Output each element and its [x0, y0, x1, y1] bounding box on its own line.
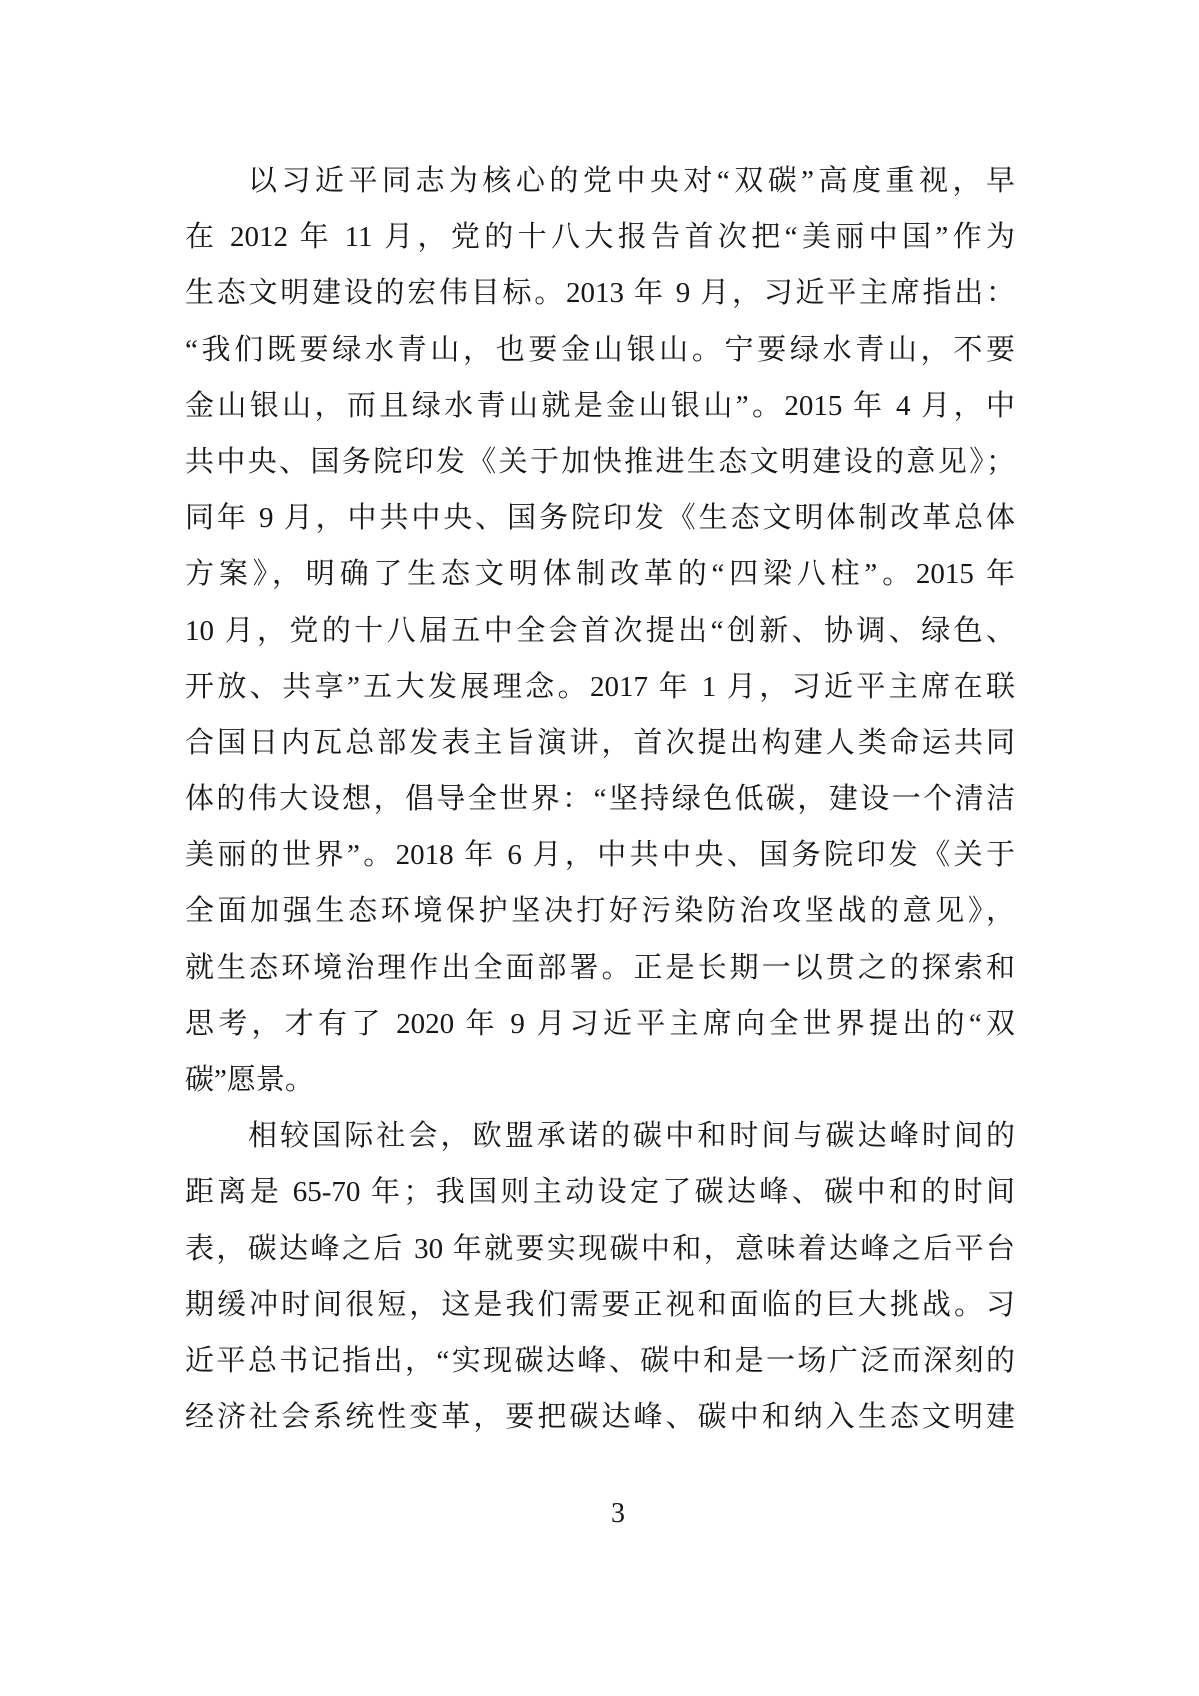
- text-line: 合国日内瓦总部发表主旨演讲，首次提出构建人类命运共同: [185, 726, 1015, 759]
- text-line: 表，碳达峰之后 30 年就要实现碳中和，意味着达峰之后平台: [185, 1232, 1015, 1265]
- text-line: 经济社会系统性变革，要把碳达峰、碳中和纳入生态文明建: [185, 1401, 1015, 1434]
- text-line: 就生态环境治理作出全面部署。正是长期一以贯之的探索和: [185, 951, 1015, 984]
- text-line: 生态文明建设的宏伟目标。2013 年 9 月，习近平主席指出：: [185, 277, 1015, 310]
- text-line: 距离是 65-70 年；我国则主动设定了碳达峰、碳中和的时间: [185, 1176, 1015, 1209]
- text-line: 全面加强生态环境保护坚决打好污染防治攻坚战的意见》，: [185, 895, 1015, 928]
- text-line: “我们既要绿水青山，也要金山银山。宁要绿水青山，不要: [185, 333, 1015, 366]
- text-line: 相较国际社会，欧盟承诺的碳中和时间与碳达峰时间的: [248, 1120, 1015, 1153]
- text-line: 共中央、国务院印发《关于加快推进生态文明建设的意见》；: [185, 445, 1015, 478]
- text-line: 体的伟大设想，倡导全世界：“坚持绿色低碳，建设一个清洁: [185, 783, 1015, 816]
- text-line: 在 2012 年 11 月，党的十八大报告首次把“美丽中国”作为: [185, 221, 1015, 254]
- text-line: 金山银山，而且绿水青山就是金山银山”。2015 年 4 月，中: [185, 389, 1015, 422]
- text-line: 期缓冲时间很短，这是我们需要正视和面临的巨大挑战。习: [185, 1288, 1015, 1321]
- text-line: 方案》，明确了生态文明体制改革的“四梁八柱”。2015 年: [185, 558, 1015, 591]
- text-line: 碳”愿景。: [185, 1064, 314, 1096]
- text-line: 美丽的世界”。2018 年 6 月，中共中央、国务院印发《关于: [185, 839, 1015, 872]
- text-line: 近平总书记指出，“实现碳达峰、碳中和是一场广泛而深刻的: [185, 1344, 1015, 1377]
- text-line: 10 月，党的十八届五中全会首次提出“创新、协调、绿色、: [185, 614, 1015, 647]
- text-line: 思考，才有了 2020 年 9 月习近平主席向全世界提出的“双: [185, 1007, 1015, 1040]
- text-line: 同年 9 月，中共中央、国务院印发《生态文明体制改革总体: [185, 502, 1015, 535]
- body-text: [185, 153, 1015, 1445]
- text-line: 开放、共享”五大发展理念。2017 年 1 月，习近平主席在联: [185, 670, 1015, 703]
- text-line: 以习近平同志为核心的党中央对“双碳”高度重视，早: [248, 165, 1015, 197]
- page-number: 3: [611, 1498, 625, 1529]
